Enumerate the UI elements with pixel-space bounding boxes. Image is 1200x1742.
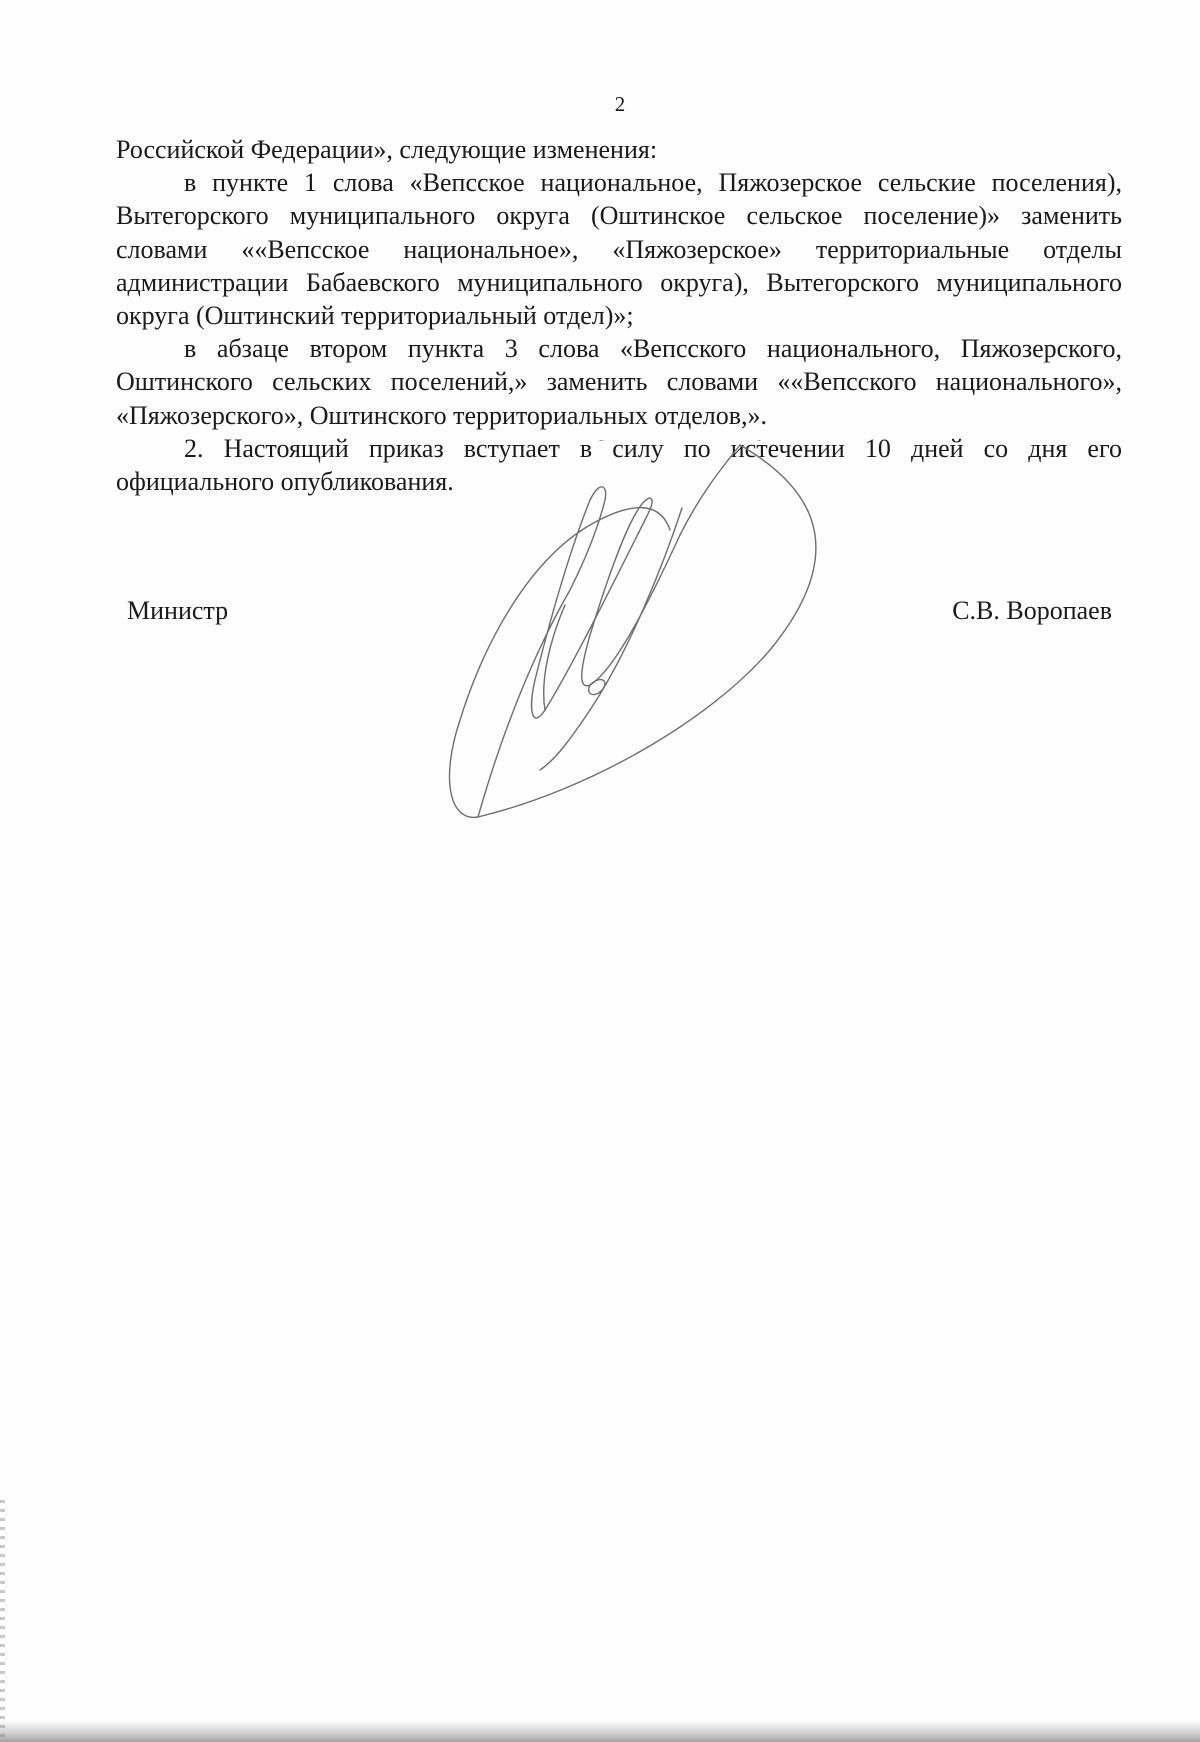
- scan-edge-left: [0, 1500, 5, 1742]
- paragraph-item-point-1: в пункте 1 слова «Вепсское национальное, Пяжозерское сельские поселения), Вытегорского муниципального округа (Оштинское сельское поселение)» заменить словами ««Вепсское национальное», «Пяжозерское» территориальные отделы администрации Бабаевского муниципального округа), Вытегорского муниципального округа (Оштинский территориальный отдел)»;: [116, 168, 1122, 331]
- signer-position-title: Министр: [127, 596, 229, 625]
- handwritten-signature: [440, 440, 860, 830]
- paragraph-item-point-3: в абзаце втором пункта 3 слова «Вепсского национального, Пяжозерского, Оштинского сельских поселений,» заменить словами ««Вепсского национального», «Пяжозерского», Оштинского территориальных отделов,».: [116, 334, 1122, 430]
- signer-name: С.В. Воропаев: [952, 596, 1112, 625]
- page-number: 2: [614, 92, 626, 116]
- paragraph-continuation: Российской Федерации», следующие изменения:: [116, 135, 658, 164]
- scan-edge-bottom: [0, 1720, 1200, 1742]
- paragraph-effective-date: 2. Настоящий приказ вступает в силу по истечении 10 дней со дня его официального опубликования.: [116, 433, 1122, 497]
